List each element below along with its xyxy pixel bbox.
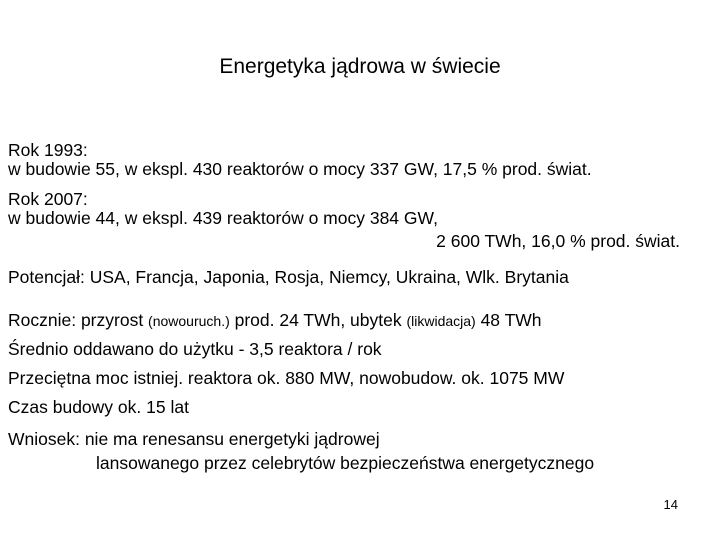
- rocznie-note-nowouruch: (nowouruch.): [148, 313, 230, 329]
- rocznie-suffix: 48 TWh: [475, 310, 542, 330]
- przecietna-line: Przeciętna moc istniej. reaktora ok. 880 MW, nowobudow. ok. 1075 MW: [8, 368, 565, 388]
- wniosek-line2: lansowanego przez celebrytów bezpieczeństwa energetycznego: [96, 453, 595, 473]
- srednio-line: Średnio oddawano do użytku - 3,5 reaktora / rok: [8, 339, 382, 359]
- rocznie-middle: prod. 24 TWh, ubytek: [229, 310, 407, 330]
- wniosek-block: [8, 429, 594, 475]
- rok-1993-block: [8, 140, 592, 181]
- rocznie-prefix: Rocznie: przyrost: [8, 310, 149, 330]
- slide-title: Energetyka jądrowa w świecie: [219, 55, 501, 78]
- rok-2007-line2: 2 600 TWh, 16,0 % prod. świat.: [436, 231, 680, 251]
- wniosek-line1: Wniosek: nie ma renesansu energetyki jądrowej: [8, 429, 380, 449]
- rocznie-line: [8, 310, 564, 339]
- rok-2007-line: w budowie 44, w ekspl. 439 reaktorów o mocy 384 GW,: [8, 208, 438, 228]
- rocznie-note-likwidacja: (likwidacja): [406, 313, 476, 329]
- rok-1993-heading: Rok 1993:: [8, 140, 88, 160]
- potencjal-line: Potencjał: USA, Francja, Japonia, Rosja, Niemcy, Ukraina, Wlk. Brytania: [8, 267, 569, 287]
- czas-budowy-line: Czas budowy ok. 15 lat: [8, 397, 189, 417]
- rok-2007-heading: Rok 2007:: [8, 189, 88, 209]
- page-number: 14: [663, 497, 678, 512]
- statistics-block: [8, 310, 564, 426]
- rok-1993-line: w budowie 55, w ekspl. 430 reaktorów o mocy 337 GW, 17,5 % prod. świat.: [8, 159, 592, 179]
- rok-2007-block: [8, 189, 438, 230]
